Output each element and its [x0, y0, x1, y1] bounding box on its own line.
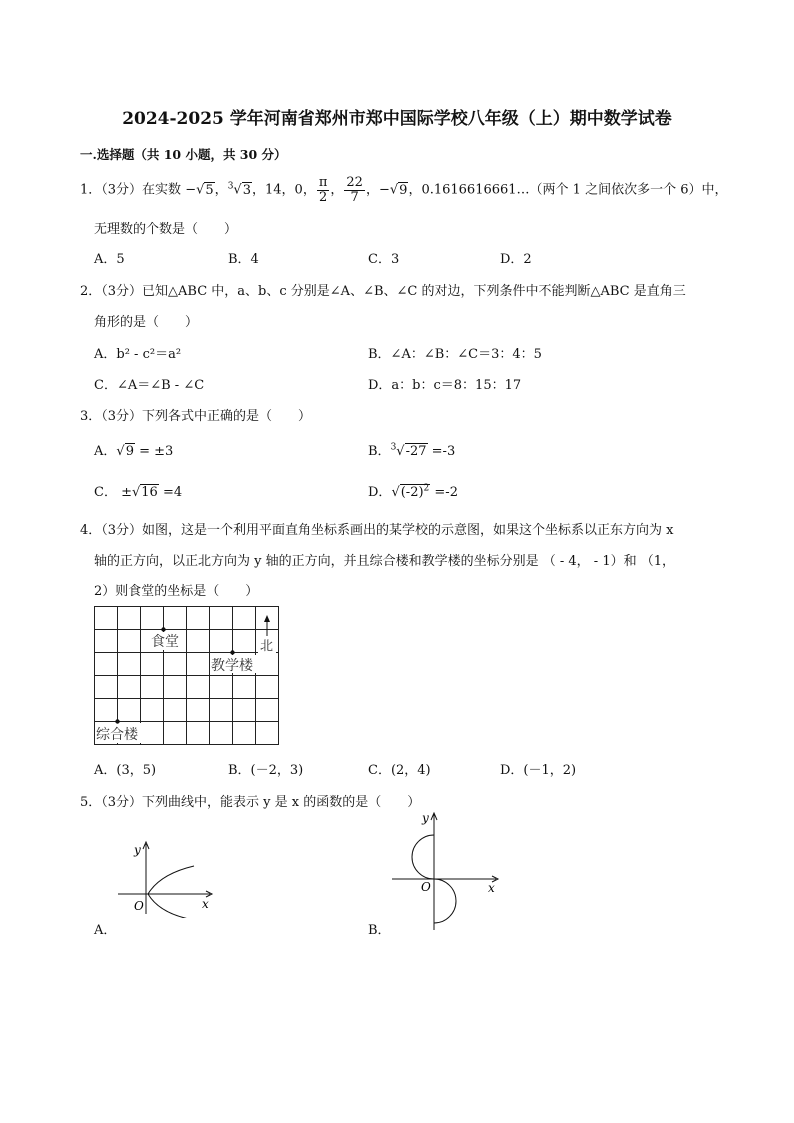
q1-sep-2: ，14，0，	[252, 182, 316, 198]
q5-option-b: B．	[368, 923, 391, 938]
q3-b-result: =-3	[427, 444, 456, 459]
q2-option-d: D．a：b：c＝8：15：17	[368, 378, 522, 393]
q1-option-a: A．5	[94, 252, 125, 267]
q5-graph-a	[110, 838, 220, 918]
section-heading: 一.选择题（共 10 小题，共 30 分）	[80, 147, 287, 162]
q4-line-1: 4．（3分）如图，这是一个利用平面直角坐标系画出的某学校的示意图，如果这个坐标系以正东方向为 x	[80, 523, 674, 538]
q1-radicand-3: 3	[242, 182, 251, 198]
y-axis-label: y	[134, 843, 141, 857]
q3-line-1: 3．（3分）下列各式中正确的是（ ）	[80, 409, 312, 424]
canteen-label: 食堂	[151, 634, 179, 650]
canteen-point	[161, 627, 165, 631]
north-label: 北	[260, 639, 274, 654]
north-arrow-icon	[264, 615, 270, 622]
question-1	[80, 176, 728, 204]
q1-sep-1: ，	[214, 182, 228, 198]
q4-option-a: A．(3，5)	[94, 763, 157, 778]
q1-line-2: 无理数的个数是（ ）	[94, 222, 238, 237]
q1-7: 7	[350, 189, 359, 205]
right-semicircle-curve	[434, 879, 456, 923]
q2-option-b: B．∠A：∠B：∠C＝3：4：5	[368, 347, 542, 362]
q1-radicand-9: 9	[399, 182, 408, 198]
q1-sep-3: ，	[330, 182, 344, 198]
q3-a-radicand: 9	[125, 444, 134, 459]
q3-c-result: =4	[158, 485, 183, 500]
origin-label: O	[134, 899, 144, 913]
sqrt-symbol: √	[196, 182, 205, 198]
q2-line-2: 角形的是（ ）	[94, 315, 199, 330]
q3-d-exponent: 2	[423, 483, 430, 494]
q3-c-label: C． ±	[94, 485, 132, 500]
q1-pi: π	[318, 175, 328, 190]
q1-option-c: C．3	[368, 252, 400, 267]
exam-title: 2024-2025 学年河南省郑州市郑中国际学校八年级（上）期中数学试卷	[122, 109, 672, 129]
q3-d-radicand	[400, 484, 431, 500]
sqrt-symbol: √	[389, 182, 399, 198]
sqrt-symbol: √	[233, 182, 242, 198]
q1-sep-5: ，0.1616616661…（两个 1 之间依次多一个 6）中，	[408, 182, 728, 198]
sqrt-symbol: √	[131, 485, 141, 500]
q2-option-a: A．b² - c²＝a²	[94, 347, 182, 362]
q4-school-grid-figure	[94, 606, 280, 746]
q3-option-b	[368, 440, 455, 459]
sideways-parabola-curve	[148, 866, 194, 918]
q3-c-radicand: 16	[141, 485, 158, 500]
q4-option-c: C．(2，4)	[368, 763, 431, 778]
complex-building-label: 综合楼	[96, 727, 138, 743]
q3-b-radicand: -27	[405, 444, 427, 459]
q3-option-d	[368, 481, 458, 500]
origin-label: O	[421, 880, 431, 894]
sqrt-symbol: √	[396, 444, 405, 459]
q1-neg-sign: −	[185, 182, 197, 198]
q1-neg-sign-2: −	[378, 182, 390, 198]
q1-frac-22-7	[344, 176, 365, 204]
q4-line-3: 2）则食堂的坐标是（ ）	[94, 584, 259, 599]
left-semicircle-curve	[412, 835, 434, 879]
q2-line-1: 2．（3分）已知△ABC 中，a、b、c 分别是∠A、∠B、∠C 的对边，下列条件中不能判断△ABC 是直角三	[80, 284, 686, 299]
q3-option-a	[94, 440, 173, 459]
q1-cube-index: 3	[227, 181, 234, 192]
q5-option-a: A．	[94, 923, 117, 938]
q1-option-b: B．4	[228, 252, 259, 267]
q4-option-b: B．(－2，3)	[228, 763, 304, 778]
q3-d-radicand-text: (-2)	[400, 485, 424, 500]
q3-b-index: 3	[390, 442, 397, 453]
q1-frac-pi-2	[317, 176, 330, 204]
q2-option-c: C．∠A＝∠B - ∠C	[94, 378, 205, 393]
x-axis-label: x	[202, 897, 209, 911]
q3-b-label: B．	[368, 444, 391, 459]
q1-two: 2	[318, 189, 328, 205]
sqrt-symbol: √	[116, 444, 125, 459]
x-axis-label: x	[488, 881, 495, 895]
q3-a-label: A．	[94, 444, 117, 459]
y-axis-label: y	[422, 811, 429, 825]
q1-sep-4: ，	[365, 182, 379, 198]
q3-option-c	[94, 481, 182, 500]
complex-building-point	[115, 719, 119, 723]
q1-number: 1．	[80, 182, 102, 198]
teaching-building-point	[230, 650, 234, 654]
q3-d-label: D．	[368, 485, 392, 500]
sqrt-symbol: √	[391, 485, 400, 500]
q1-score-text: （3分）在实数	[101, 182, 186, 198]
q3-d-result: =-2	[430, 485, 458, 500]
q5-graph-b	[388, 810, 503, 935]
q1-22: 22	[346, 175, 363, 190]
q4-line-2: 轴的正方向，以正北方向为 y 轴的正方向，并且综合楼和教学楼的坐标分别是 （ - 4， - 1）和 （1，	[94, 554, 676, 569]
teaching-building-label: 教学楼	[211, 658, 253, 674]
q4-option-d: D．(－1，2)	[500, 763, 577, 778]
q1-radicand-5: 5	[205, 182, 214, 198]
q5-line-1: 5．（3分）下列曲线中，能表示 y 是 x 的函数的是（ ）	[80, 795, 421, 810]
q1-option-d: D．2	[500, 252, 532, 267]
q3-a-result: = ±3	[134, 444, 174, 459]
